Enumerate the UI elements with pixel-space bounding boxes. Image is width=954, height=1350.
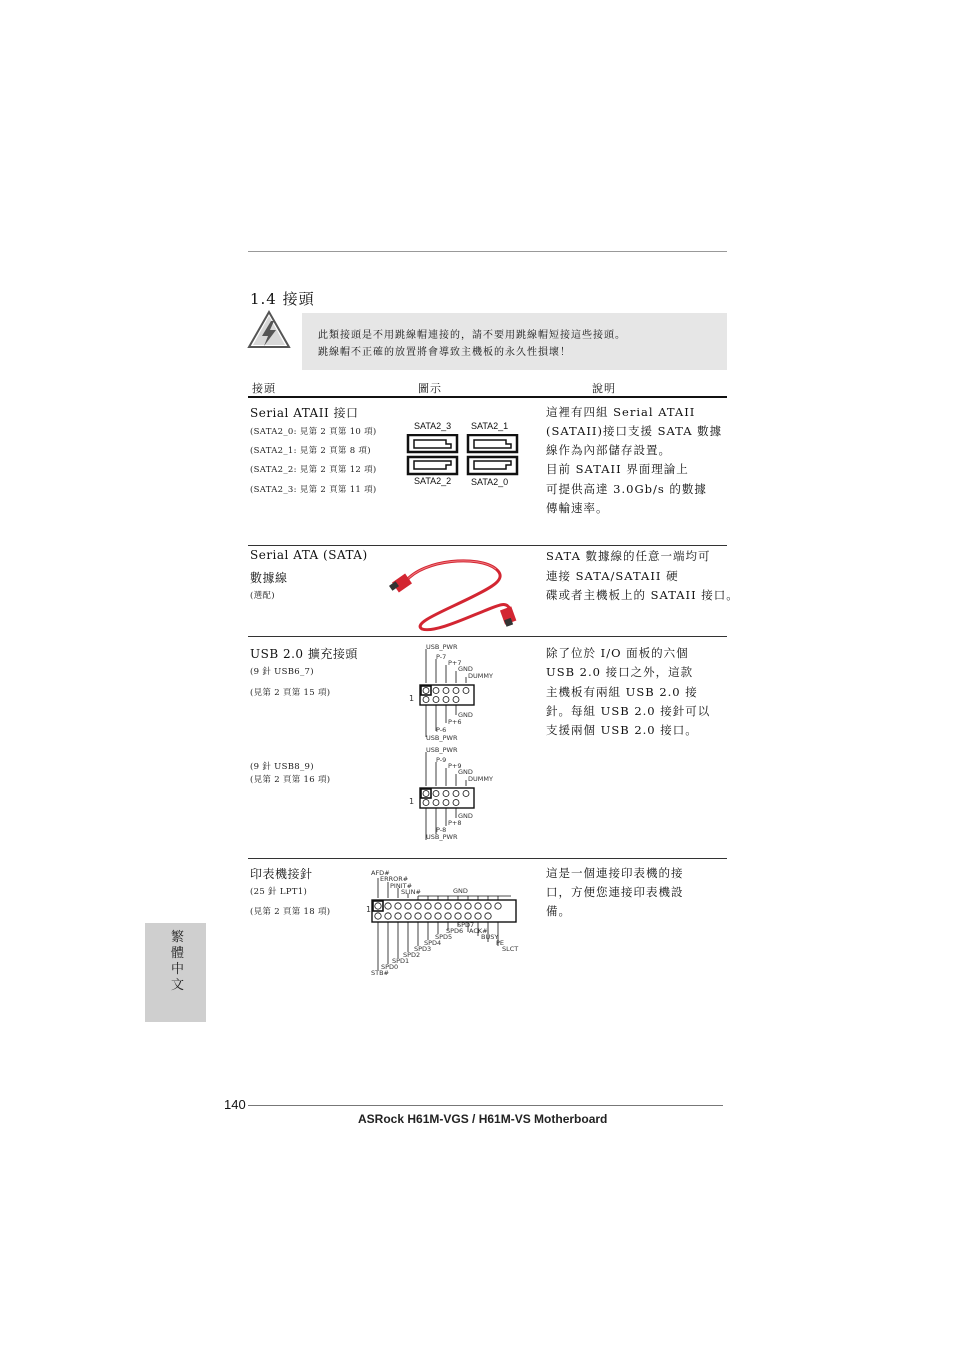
usb-pin-label: P+9 (448, 762, 462, 770)
usb-pin-label: USB_PWR (426, 643, 458, 651)
lpt-pin-label: SPD7 (457, 921, 475, 929)
lpt-pin-label: ACK# (469, 927, 488, 935)
usb-ref-1a: (9 針 USB6_7) (250, 667, 314, 677)
sata-desc-line: 可提供高達 3.0Gb/s 的數據 (546, 482, 707, 496)
lpt-pin-label: SPD6 (446, 927, 464, 935)
warning-line-1: 此類接頭是不用跳線帽連接的，請不要用跳線帽短接這些接頭。 (318, 330, 626, 341)
language-side-tab-label: 繁體中文 (171, 930, 185, 993)
usb-pin-label: DUMMY (468, 775, 493, 783)
pin1-marker: 1 (409, 694, 415, 703)
usb-desc-line: 主機板有兩組 USB 2.0 接 (546, 685, 698, 699)
usb-pin-label: GND (458, 665, 473, 673)
lpt-pin-label: PE (496, 939, 505, 947)
pin1-marker: 1 (366, 905, 372, 914)
lpt-pin-label: ERROR# (380, 875, 409, 883)
section-title: 1.4 接頭 (250, 290, 315, 308)
sata-ref-1: (SATA2_1: 見第 2 頁第 8 項) (250, 446, 371, 456)
lpt-pin-label: PINIT# (390, 882, 413, 890)
lpt-pin-label: SPD2 (403, 951, 421, 959)
usb-pin-label: DUMMY (468, 672, 493, 680)
usb-pin-label: P+6 (448, 718, 462, 726)
sata-port-label: SATA2_2 (414, 476, 452, 486)
row-rule (248, 636, 727, 637)
usb-pin-label: P+8 (448, 819, 462, 827)
cable-name-2: 數據線 (250, 571, 288, 585)
lpt-pin-label: SPD4 (424, 939, 442, 947)
sata-connectors-diagram (406, 434, 520, 476)
usb-pin-label: GND (458, 711, 473, 719)
warning-box (302, 313, 727, 370)
lpt-pin-label: SLIN# (401, 888, 421, 896)
usb-name: USB 2.0 擴充接頭 (250, 647, 358, 661)
usb-desc-line: 支援兩個 USB 2.0 接口。 (546, 723, 698, 737)
sata-desc-line: 傳輸速率。 (546, 501, 609, 515)
warning-icon (246, 309, 292, 351)
sata-ref-0: (SATA2_0: 見第 2 頁第 10 項) (250, 427, 377, 437)
lpt-pin-label: AFD# (371, 869, 390, 877)
usb-pin-label: P+7 (448, 659, 462, 667)
sata-ref-3: (SATA2_3: 見第 2 頁第 11 項) (250, 485, 377, 495)
lpt-pin-label: GND (453, 887, 468, 895)
usb-pin-label: P-6 (436, 726, 447, 734)
lpt-pin-label: STB# (371, 969, 390, 977)
sata-port-label: SATA2_1 (471, 421, 509, 431)
usb-pin-label: GND (458, 768, 473, 776)
usb-pin-label: P-8 (436, 826, 447, 834)
sata-port-label: SATA2_0 (471, 477, 509, 487)
lpt-desc-line: 這是一個連接印表機的接 (546, 866, 684, 880)
usb-pin-label: USB_PWR (426, 833, 458, 841)
header-rule (248, 396, 727, 398)
usb-pin-label: GND (458, 812, 473, 820)
footer-title: ASRock H61M-VGS / H61M-VS Motherboard (358, 1112, 608, 1126)
usb-ref-1b: (見第 2 頁第 15 項) (250, 688, 331, 698)
usb-desc-line: 除了位於 I/O 面板的六個 (546, 646, 689, 660)
top-rule (248, 251, 727, 252)
cable-desc-line: SATA 數據線的任意一端均可 (546, 549, 711, 563)
lpt-pin-label: SLCT (502, 945, 519, 953)
sata-desc-line: 線作為內部儲存設置。 (546, 443, 671, 457)
pin1-marker: 1 (409, 797, 415, 806)
usb-pin-label: USB_PWR (426, 734, 458, 742)
sata-desc-line: 這裡有四組 Serial ATAII (546, 405, 696, 419)
header-connector: 接頭 (252, 382, 276, 395)
sata-desc-line: 目前 SATAII 界面理論上 (546, 462, 689, 476)
usb-desc-line: USB 2.0 接口之外，這款 (546, 665, 694, 679)
row-rule (248, 545, 727, 546)
sata-ref-2: (SATA2_2: 見第 2 頁第 12 項) (250, 465, 377, 475)
lpt-desc-line: 口，方便您連接印表機設 (546, 885, 684, 899)
cable-note: (選配) (250, 591, 275, 601)
cable-name: Serial ATA (SATA) (250, 548, 368, 562)
lpt-pin-label: SPD1 (392, 957, 410, 965)
header-description: 說明 (592, 382, 616, 395)
lpt-pin-label: SPD3 (414, 945, 432, 953)
usb-desc-line: 針。每組 USB 2.0 接針可以 (546, 704, 711, 718)
usb-pin-label: USB_PWR (426, 746, 458, 754)
usb-pin-label: P-7 (436, 653, 447, 661)
page-number: 140 (224, 1097, 246, 1112)
lpt-ref-1: (25 針 LPT1) (250, 887, 308, 897)
cable-desc-line: 連接 SATA/SATAII 硬 (546, 569, 679, 583)
footer-rule (248, 1105, 723, 1106)
lpt-pin-label: SPD5 (435, 933, 453, 941)
usb-pin-label: P-9 (436, 756, 447, 764)
cable-desc-line: 碟或者主機板上的 SATAII 接口。 (546, 588, 739, 602)
header-diagram: 圖示 (418, 382, 442, 395)
usb-ref-2a: (9 針 USB8_9) (250, 762, 314, 772)
lpt-ref-2: (見第 2 頁第 18 項) (250, 907, 331, 917)
usb-ref-2b: (見第 2 頁第 16 項) (250, 775, 331, 785)
sata-desc-line: (SATAII)接口支援 SATA 數據 (546, 424, 723, 438)
sata-name: Serial ATAII 接口 (250, 406, 359, 420)
lpt-pin-label: BUSY (481, 933, 499, 941)
row-rule (248, 858, 727, 859)
lpt-name: 印表機接針 (250, 867, 313, 881)
sata-port-label: SATA2_3 (414, 421, 452, 431)
sata-cable-image (384, 553, 524, 633)
lpt-desc-line: 備。 (546, 904, 571, 918)
warning-line-2: 跳線帽不正確的放置將會導致主機板的永久性損壞！ (318, 347, 571, 358)
lpt-pin-label: SPD0 (381, 963, 399, 971)
